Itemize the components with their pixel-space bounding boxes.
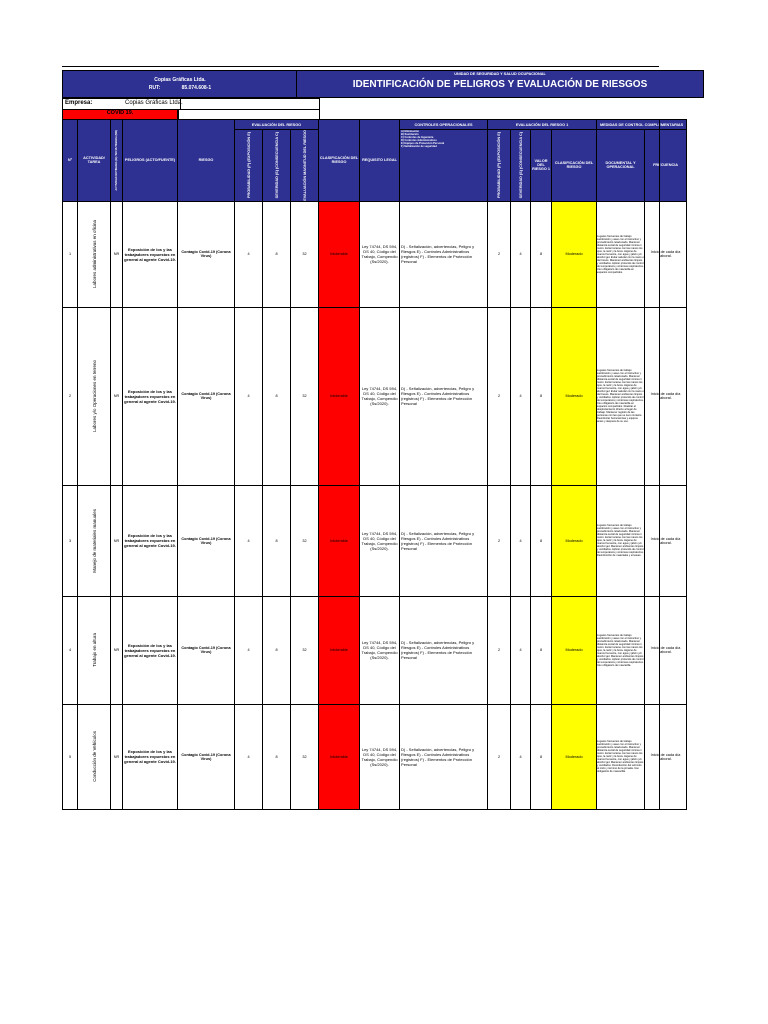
row-number: 5 <box>63 704 78 809</box>
table-body <box>63 201 687 809</box>
frequency-cell: Inicio de cada día laboral. <box>645 201 687 307</box>
col-medidas: MEDIDAS DE CONTROL COMPLEMENTARIAS <box>597 120 687 130</box>
company-header <box>62 70 298 98</box>
col-probabilidad <box>235 130 263 202</box>
col-sev1 <box>511 130 531 202</box>
classification1-cell: Moderado <box>552 307 597 485</box>
col-peligros: PELIGROS (ACTO/FUENTE) <box>123 120 178 202</box>
col-controles: CONTROLES OPERACIONALES <box>400 120 488 130</box>
frequency-cell: Inicio de cada día laboral. <box>645 704 687 809</box>
risk-value1-cell: 8 <box>531 307 552 485</box>
col-evaluacion1: EVALUACIÓN DEL RIESGO 1 <box>488 120 597 130</box>
activity-label: Trabajo en altura <box>91 633 97 668</box>
table-row <box>63 485 687 596</box>
activity-cell <box>78 704 111 809</box>
activity-label: Manejo de materiales manuales <box>91 508 97 573</box>
magnitude-cell: 32 <box>291 201 319 307</box>
hazard-cell: Exposición de los y las trabajadores expuestos en general al agente Covid-19. <box>123 485 178 596</box>
severity-cell: 8 <box>263 307 291 485</box>
classification1-cell: Moderado <box>552 704 597 809</box>
covid-badge: COVID 19. <box>62 109 178 120</box>
row-number: 2 <box>63 307 78 485</box>
col-rutinaria-label: ACTIVIDAD RUTINARIA (R) / NO RUTINARIA (NR) <box>115 130 118 191</box>
probability1-cell: 2 <box>488 201 511 307</box>
severity-cell: 8 <box>263 485 291 596</box>
operational-controls-cell: D) - Señalización, advertencias, Peligro y Riesgos E) - Controles Administrativos (registros) F) - Elementos de Protección Personal <box>400 485 488 596</box>
legal-requirement-cell: Ley 74744, DS 594, DS 40, Código del Trabajo, Compendio (Ss/2020). <box>360 485 400 596</box>
empresa-label: Empresa: <box>65 100 93 106</box>
col-prob1 <box>488 130 511 202</box>
col-probabilidad-label: PROBABILIDAD (P) (EXPOSICIÓN E) <box>246 132 251 199</box>
probability1-cell: 2 <box>488 307 511 485</box>
operational-controls-cell: D) - Señalización, advertencias, Peligro y Riesgos E) - Controles Administrativos (registros) F) - Elementos de Protección Personal <box>400 307 488 485</box>
risk-cell: Contagio Covid-19 (Corona Virus) <box>178 704 235 809</box>
probability-cell: 4 <box>235 201 263 307</box>
risk-cell: Contagio Covid-19 (Corona Virus) <box>178 307 235 485</box>
routine-cell: NR <box>111 485 123 596</box>
legal-requirement-cell: Ley 74744, DS 594, DS 40, Código del Trabajo, Compendio (Ss/2020). <box>360 704 400 809</box>
operational-controls-cell: D) - Señalización, advertencias, Peligro y Riesgos E) - Controles Administrativos (registros) F) - Elementos de Protección Personal <box>400 596 488 704</box>
probability-cell: 4 <box>235 307 263 485</box>
routine-cell: NR <box>111 704 123 809</box>
col-clasificacion: CLASIFICACIÓN DEL RIESGO <box>319 120 360 202</box>
row-number: 4 <box>63 596 78 704</box>
row-number: 1 <box>63 201 78 307</box>
operational-controls-cell: D) - Señalización, advertencias, Peligro y Riesgos E) - Controles Administrativos (registros) F) - Elementos de Protección Personal <box>400 704 488 809</box>
controles-list: A) Eliminación B) Sustitución C) Controles de Ingeniería D) Controles Administrativos E) Equipos de Protección Personal F) Señalización de seguridad <box>400 130 488 202</box>
header-row-top <box>63 120 687 130</box>
classification-cell: Intolerable <box>319 307 360 485</box>
probability-cell: 4 <box>235 485 263 596</box>
unit-name: UNIDAD DE SEGURIDAD Y SALUD OCUPACIONAL <box>454 72 546 76</box>
legal-requirement-cell: Ley 74744, DS 594, DS 40, Código del Trabajo, Compendio (Ss/2020). <box>360 596 400 704</box>
classification-cell: Intolerable <box>319 201 360 307</box>
activity-cell <box>78 201 111 307</box>
legal-requirement-cell: Ley 74744, DS 594, DS 40, Código del Trabajo, Compendio (Ss/2020). <box>360 307 400 485</box>
routine-cell: NR <box>111 307 123 485</box>
documental-cell: Lugares frecuentes de trabajo sanitización y aseo con el instructivo y procedimiento relacionado. Mantener distancia social de seguridad mínima 1 metro. Evitar tocarse con las manos los ojos, la nariz y la boca. Higiene de manos frecuente, con agua y jabón y/o alcohol gel. Evitar saludar con la mano o dar besos. Mantener ambientes limpios y ventilados. Aplicar protocolo de control de temperatura y síntomas respiratorios. Uso obligatorio de mascarilla en espacios compartidos. Realizar el desplazamiento directo al lugar de trabajo. Mantener registro de las personas con las que se tuvo contacto. Desinfectar herramientas y equipos antes y después de su uso. <box>597 307 645 485</box>
documental-cell: Lugares frecuentes de trabajo sanitización y aseo con el instructivo y procedimiento relacionado. Mantener distancia social de seguridad mínima 1 metro. Evitar tocarse con las manos los ojos, la nariz y la boca. Higiene de manos frecuente, con agua y jabón y/o alcohol gel. Mantener ambientes limpios y ventilados. Desinfección del vehículo al inicio y término de la jornada. Uso obligatorio de mascarilla. <box>597 704 645 809</box>
magnitude-cell: 32 <box>291 596 319 704</box>
severity-cell: 8 <box>263 596 291 704</box>
severity-cell: 8 <box>263 704 291 809</box>
hazard-cell: Exposición de los y las trabajadores expuestos en general al agente Covid-19. <box>123 704 178 809</box>
col-clas1: CLASIFICACIÓN DEL RIESGO <box>552 130 597 202</box>
col-sev1-label: SEVERIDAD (S) (CONSECUENCIA C) <box>518 132 523 199</box>
risk-value1-cell: 8 <box>531 201 552 307</box>
routine-cell: NR <box>111 201 123 307</box>
activity-cell <box>78 596 111 704</box>
severity1-cell: 4 <box>511 201 531 307</box>
probability1-cell: 2 <box>488 596 511 704</box>
rut-label: RUT: <box>148 85 161 91</box>
magnitude-cell: 32 <box>291 485 319 596</box>
col-n: Nº <box>63 120 78 202</box>
rut-line <box>63 85 297 91</box>
risk-value1-cell: 8 <box>531 596 552 704</box>
documental-cell: Lugares frecuentes de trabajo sanitización y aseo con el instructivo y procedimiento relacionado. Mantener distancia social de seguridad mínima 1 metro. Evitar tocarse con las manos los ojos, la nariz y la boca. Higiene de manos frecuente, con agua y jabón y/o alcohol gel. Mantener ambientes limpios y ventilados. Aplicar protocolo de control de temperatura y síntomas respiratorios. Uso obligatorio de mascarilla. <box>597 596 645 704</box>
probability1-cell: 2 <box>488 704 511 809</box>
classification-cell: Intolerable <box>319 596 360 704</box>
company-name: Copias Gráficas Ltda. <box>154 77 206 83</box>
activity-cell <box>78 307 111 485</box>
table-row <box>63 596 687 704</box>
col-valor1: VALOR DEL RIESGO 1 <box>531 130 552 202</box>
col-frecuencia: FRECUENCIA <box>645 130 687 202</box>
col-requisito: REQUISITO LEGAL <box>360 120 400 202</box>
severity1-cell: 4 <box>511 485 531 596</box>
frequency-cell: Inicio de cada día laboral. <box>645 307 687 485</box>
probability-cell: 4 <box>235 596 263 704</box>
classification1-cell: Moderado <box>552 485 597 596</box>
col-documental: DOCUMENTAL Y OPERACIONAL <box>597 130 645 202</box>
col-magnitud <box>291 130 319 202</box>
documental-cell: Lugares frecuentes de trabajo sanitización y aseo con el instructivo y procedimiento relacionado. Mantener distancia social de seguridad mínima 1 metro. Evitar tocarse con las manos los ojos, la nariz y la boca. Higiene de manos frecuente, con agua y jabón y/o alcohol gel. Evitar saludar con la mano o dar besos. Mantener ambientes limpios y ventilados. Aplicar protocolo de control de temperatura y síntomas respiratorios. Uso obligatorio de mascarilla en espacios compartidos. <box>597 201 645 307</box>
risk-cell: Contagio Covid-19 (Corona Virus) <box>178 485 235 596</box>
classification-cell: Intolerable <box>319 485 360 596</box>
col-actividad: ACTIVIDAD/ TAREA <box>78 120 111 202</box>
table-row <box>63 307 687 485</box>
activity-label: Labores administrativas en oficina <box>91 220 97 289</box>
magnitude-cell: 32 <box>291 307 319 485</box>
table-row <box>63 201 687 307</box>
activity-cell <box>78 485 111 596</box>
frequency-cell: Inicio de cada día laboral. <box>645 485 687 596</box>
rut-value: 85.074.608-1 <box>181 85 212 91</box>
operational-controls-cell: D) - Señalización, advertencias, Peligro y Riesgos E) - Controles Administrativos (registros) F) - Elementos de Protección Personal <box>400 201 488 307</box>
col-magnitud-label: EVALUACIÓN MAGNITUD DEL RIESGO <box>302 130 307 201</box>
activity-label: Labores y/o Operaciones en terreno <box>91 360 97 433</box>
frequency-cell: Inicio de cada día laboral. <box>645 596 687 704</box>
classification-cell: Intolerable <box>319 704 360 809</box>
col-evaluacion: EVALUACIÓN DEL RIESGO <box>235 120 319 130</box>
documental-cell: Lugares frecuentes de trabajo sanitización y aseo con el instructivo y procedimiento relacionado. Mantener distancia social de seguridad mínima 1 metro. Evitar tocarse con las manos los ojos, la nariz y la boca. Higiene de manos frecuente, con agua y jabón y/o alcohol gel. Mantener ambientes limpios y ventilados. Aplicar protocolo de control de temperatura y síntomas respiratorios. Desinfección de materiales y envases. <box>597 485 645 596</box>
probability-cell: 4 <box>235 704 263 809</box>
risk-cell: Contagio Covid-19 (Corona Virus) <box>178 201 235 307</box>
classification1-cell: Moderado <box>552 596 597 704</box>
empresa-value: Copias Gráficas Ltda. <box>125 100 183 106</box>
routine-cell: NR <box>111 596 123 704</box>
classification1-cell: Moderado <box>552 201 597 307</box>
risk-matrix-table <box>62 119 687 810</box>
hazard-cell: Exposición de los y las trabajadores expuestos en general al agente Covid-19. <box>123 307 178 485</box>
hazard-cell: Exposición de los y las trabajadores expuestos en general al agente Covid-19. <box>123 596 178 704</box>
right-border <box>659 119 701 809</box>
hazard-cell: Exposición de los y las trabajadores expuestos en general al agente Covid-19. <box>123 201 178 307</box>
risk-value1-cell: 8 <box>531 485 552 596</box>
row-number: 3 <box>63 485 78 596</box>
col-prob1-label: PROBABILIDAD (P) (EXPOSICIÓN E) <box>497 132 502 199</box>
risk-value1-cell: 8 <box>531 704 552 809</box>
severity1-cell: 4 <box>511 704 531 809</box>
page-title: IDENTIFICACIÓN DE PELIGROS Y EVALUACIÓN DE RIESGOS <box>352 79 648 90</box>
severity-cell: 8 <box>263 201 291 307</box>
severity1-cell: 4 <box>511 307 531 485</box>
top-rule <box>62 66 659 67</box>
document-header <box>296 70 704 98</box>
activity-label: Conducción de Vehículos <box>91 731 97 783</box>
probability1-cell: 2 <box>488 485 511 596</box>
col-rutinaria <box>111 120 123 202</box>
col-riesgo: RIESGO <box>178 120 235 202</box>
col-severidad <box>263 130 291 202</box>
col-severidad-label: SEVERIDAD (S) (CONSECUENCIA C) <box>274 132 279 199</box>
legal-requirement-cell: Ley 74744, DS 594, DS 40, Código del Trabajo, Compendio (Ss/2020). <box>360 201 400 307</box>
table-row <box>63 704 687 809</box>
severity1-cell: 4 <box>511 596 531 704</box>
magnitude-cell: 32 <box>291 704 319 809</box>
risk-cell: Contagio Covid-19 (Corona Virus) <box>178 596 235 704</box>
